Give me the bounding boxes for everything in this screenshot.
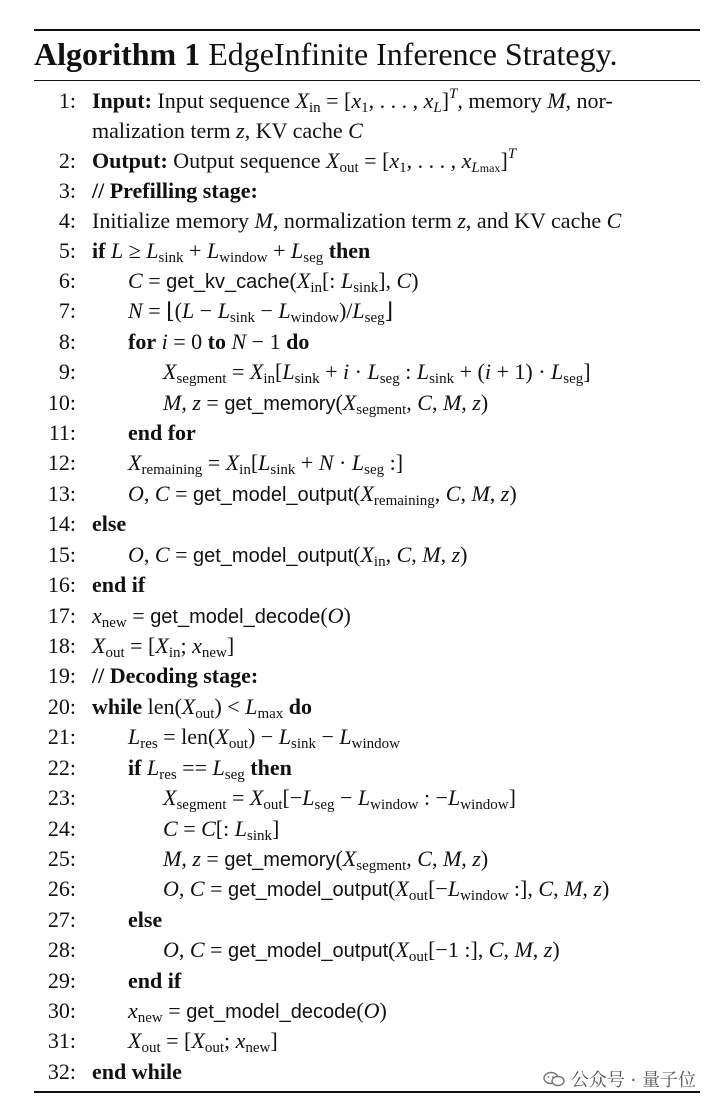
line-number: 13: (47, 481, 76, 506)
line-number: 14: (47, 511, 76, 536)
line-code: $X_{out} = [X_{out}$; $x_{new}$] (128, 1028, 278, 1056)
algo-line (0, 661, 720, 691)
line-code: O, $C = get\_model\_output(X_{in}$, C, M, z) (128, 542, 468, 570)
line-code: $C = get\_kv\_cache(X_{in}$[: $L_{sink}$], C) (128, 268, 419, 296)
line-code: O, $C = get\_model\_output(X_{out}[-1$ :], C, M, z) (163, 937, 560, 965)
algo-line (0, 176, 720, 206)
line-number: 22: (47, 755, 76, 780)
algo-line (0, 388, 720, 418)
line-number: 10: (47, 390, 76, 415)
line-code: // Decoding stage: (92, 663, 259, 688)
line-code: while $len(X_{out}) < L_{max}$ do (92, 694, 313, 722)
algo-line (0, 874, 720, 904)
algo-line (0, 206, 720, 236)
algo-line (0, 266, 720, 296)
algo-line (0, 146, 720, 176)
algo-line (0, 631, 720, 661)
line-number: 15: (47, 542, 76, 567)
algo-line (0, 509, 720, 539)
algo-line (0, 418, 720, 448)
line-number: 16: (47, 572, 76, 597)
algo-line (0, 327, 720, 357)
algo-line (0, 966, 720, 996)
line-number: 24: (47, 816, 76, 841)
line-number: 17: (47, 603, 76, 628)
line-code: end for (128, 420, 196, 445)
title-rule (34, 80, 700, 81)
algorithm-title (34, 32, 617, 76)
line-code: Input: Input sequence $X_{in} = [x_1$, . . . , $x_L]^T$, memory M, nor- (92, 86, 613, 116)
line-code: $X_{remaining} = X_{in}[L_{sink} + N \cdot L_{seg}$ :] (128, 450, 404, 478)
algo-line (0, 753, 720, 783)
line-code: $L_{res} = len(X_{out}) - L_{sink} - L_{window}$ (128, 724, 401, 752)
watermark (543, 1066, 696, 1092)
line-code: end if (92, 572, 146, 597)
line-code: M, $z = get\_memory(X_{segment}$, C, M, z) (163, 846, 489, 874)
line-code: O, $C = get\_model\_output(X_{out}[-L_{window}$ :], C, M, z) (163, 876, 610, 904)
wechat-icon (543, 1071, 565, 1087)
line-number: 11: (48, 420, 76, 445)
line-code: Initialize memory M, normalization term z, and KV cache C (92, 208, 622, 233)
line-number: 19: (47, 663, 76, 688)
algo-line (0, 844, 720, 874)
algorithm-name: EdgeInfinite Inference Strategy. (208, 36, 618, 72)
algo-line (0, 601, 720, 631)
line-code: // Prefilling stage: (92, 178, 258, 203)
algo-line (0, 448, 720, 478)
line-code: $X_{segment} = X_{in}[L_{sink} + i \cdot L_{seg}$ : $L_{sink} + (i + 1) \cdot L_{seg}$] (163, 359, 591, 387)
line-code: Output: Output sequence $X_{out} = [x_1$, . . . , $x_{Lmax}]^T$ (92, 146, 517, 176)
line-number: 4: (58, 208, 76, 233)
line-code: $X_{out} = [X_{in}$; $x_{new}$] (92, 633, 235, 661)
line-number: 5: (58, 238, 76, 263)
line-code: if $L \ge L_{sink} + L_{window} + L_{seg}$ then (92, 238, 371, 266)
line-number: 32: (47, 1059, 76, 1084)
line-number: 8: (58, 329, 76, 354)
algo-line (0, 86, 720, 116)
line-number: 12: (47, 450, 76, 475)
top-rule (34, 29, 700, 31)
algo-line (0, 814, 720, 844)
line-code: else (128, 907, 163, 932)
line-number: 25: (47, 846, 76, 871)
algo-line (0, 935, 720, 965)
line-code: malization term z, KV cache C (92, 118, 363, 143)
line-number: 29: (47, 968, 76, 993)
line-code: O, $C = get\_model\_output(X_{remaining}$, C, M, z) (128, 481, 517, 509)
line-number: 31: (47, 1028, 76, 1053)
line-number: 30: (47, 998, 76, 1023)
line-code: N = ⌊(L − $L_{sink}$ − $L_{window})/L_{seg}⌋$ (128, 298, 394, 326)
line-number: 20: (47, 694, 76, 719)
line-number: 2: (58, 148, 76, 173)
line-code: if $L_{res} == L_{seg}$ then (128, 755, 292, 783)
line-code: else (92, 511, 127, 536)
line-code: $x_{new}$ = get_model_decode(O) (128, 998, 387, 1026)
algo-line (0, 357, 720, 387)
line-number: 21: (47, 724, 76, 749)
line-number: 1: (58, 88, 76, 113)
line-number: 9: (58, 359, 76, 384)
line-number: 28: (47, 937, 76, 962)
line-code: for i = 0 to N − 1 do (128, 329, 310, 354)
line-code: end if (128, 968, 182, 993)
algorithm-label: Algorithm 1 (34, 36, 201, 72)
line-code: end while (92, 1059, 182, 1084)
line-number: 7: (58, 298, 76, 323)
line-number: 27: (47, 907, 76, 932)
line-code: $x_{new}$ = get_model_decode(O) (92, 603, 351, 631)
line-code: $X_{segment} = X_{out}[-L_{seg} - L_{window}$ : $-L_{window}$] (163, 785, 516, 813)
algo-line (0, 116, 720, 146)
line-number: 18: (47, 633, 76, 658)
algo-line (0, 905, 720, 935)
line-number: 3: (58, 178, 76, 203)
watermark-text: 公众号 · 量子位 (570, 1070, 696, 1091)
line-number: 6: (58, 268, 76, 293)
algo-line (0, 996, 720, 1026)
algo-line (0, 479, 720, 509)
line-number: 26: (47, 876, 76, 901)
algo-line (0, 540, 720, 570)
line-code: C = C[: $L_{sink}$] (163, 816, 280, 844)
algo-line (0, 236, 720, 266)
algo-line (0, 692, 720, 722)
line-code: M, $z = get\_memory(X_{segment}$, C, M, z) (163, 390, 489, 418)
algo-line (0, 570, 720, 600)
algo-line (0, 722, 720, 752)
algo-line (0, 783, 720, 813)
algo-line (0, 1026, 720, 1056)
algo-line (0, 296, 720, 326)
line-number: 23: (47, 785, 76, 810)
